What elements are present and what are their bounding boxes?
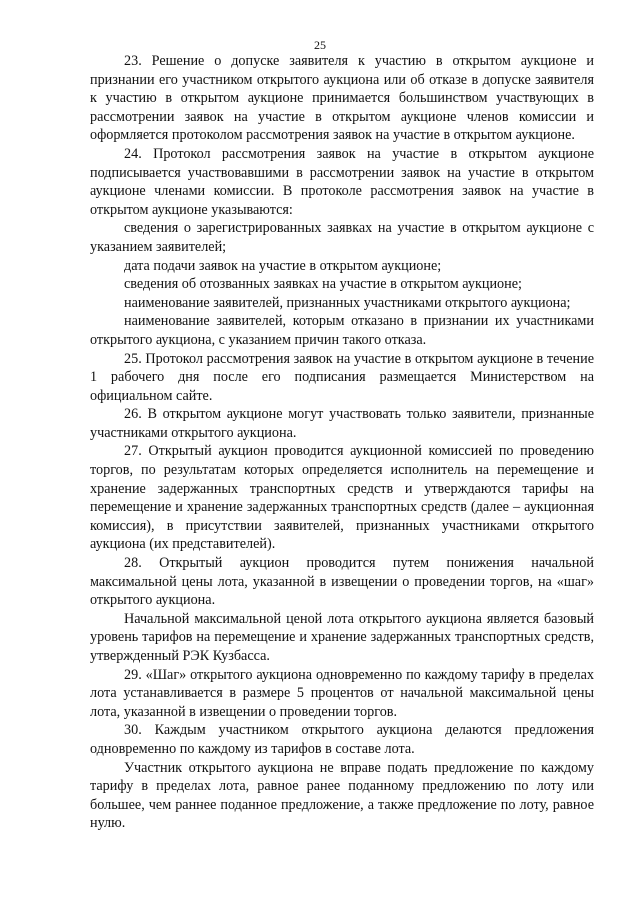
paragraph-24-item-admitted: наименование заявителей, признанных участниками открытого аукциона; bbox=[124, 294, 571, 311]
paragraph-26: 26. В открытом аукционе могут участвовать только заявители, признанные участниками открытого аукциона. bbox=[90, 406, 594, 441]
paragraph-30-restriction: Участник открытого аукциона не вправе подать предложение по каждому тарифу в пределах лота, равное ранее поданному предложению по лоту или большее, чем раннее поданное предложение, а также предложение по лоту, равное нулю. bbox=[90, 759, 594, 832]
paragraph-27: 27. Открытый аукцион проводится аукционной комиссией по проведению торгов, по результатам которых определяется исполнитель на перемещение и хранение задержанных транспортных средств и утверждаются тарифы на перемещение и хранение задержанных транспортных средств (далее – аукционная комиссия), в присутствии заявителей, признанных участниками открытого аукциона (их представителей). bbox=[90, 443, 594, 553]
paragraph-29: 29. «Шаг» открытого аукциона одновременно по каждому тарифу в пределах лота устанавливается в размере 5 процентов от начальной максимальной цены лота, указанной в извещении о проведении торгов. bbox=[90, 666, 594, 720]
paragraph-24-item-registered: сведения о зарегистрированных заявках на участие в открытом аукционе с указанием заявителей; bbox=[90, 220, 594, 255]
paragraph-28-initial-price: Начальной максимальной ценой лота открытого аукциона является базовый уровень тарифов на перемещение и хранение задержанных транспортных средств, утвержденный РЭК Кузбасса. bbox=[90, 610, 594, 664]
paragraph-25: 25. Протокол рассмотрения заявок на участие в открытом аукционе в течение 1 рабочего дня после его подписания размещается Министерством на официальном сайте. bbox=[90, 350, 594, 404]
document-body bbox=[90, 52, 594, 833]
page-number: 25 bbox=[314, 38, 326, 52]
paragraph-24-item-withdrawn: сведения об отозванных заявках на участие в открытом аукционе; bbox=[124, 276, 522, 293]
paragraph-28: 28. Открытый аукцион проводится путем понижения начальной максимальной цены лота, указанной в извещении о проведении торгов, на «шаг» открытого аукциона. bbox=[90, 555, 594, 609]
paragraph-23: 23. Решение о допуске заявителя к участию в открытом аукционе и признании его участником открытого аукциона или об отказе в допуске заявителя к участию в открытом аукционе принимается большинством участвующих в рассмотрении заявок на участие в открытом аукционе членов комиссии и оформляется протоколом рассмотрения заявок на участие в открытом аукционе. bbox=[90, 53, 594, 144]
paragraph-30: 30. Каждым участником открытого аукциона делаются предложения одновременно по каждому из тарифов в составе лота. bbox=[90, 722, 594, 757]
paragraph-24: 24. Протокол рассмотрения заявок на участие в открытом аукционе подписывается участвовавшими в рассмотрении заявок на участие в открытом аукционе членами комиссии. В протоколе рассмотрения заявок на участие в открытом аукционе указываются: bbox=[90, 145, 594, 218]
paragraph-24-item-refused: наименование заявителей, которым отказано в признании их участниками открытого аукциона, с указанием причин такого отказа. bbox=[90, 313, 594, 348]
paragraph-24-item-date: дата подачи заявок на участие в открытом аукционе; bbox=[124, 257, 442, 274]
